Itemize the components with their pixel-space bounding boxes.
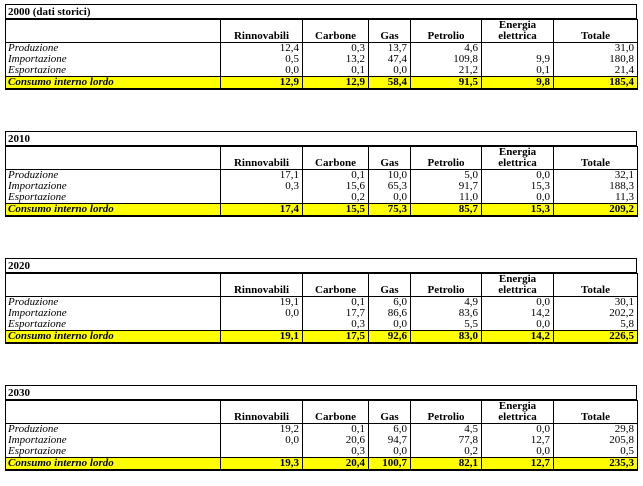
row-label: Produzione — [6, 170, 221, 182]
total-rinnovabili: 12,9 — [221, 77, 303, 90]
cell-energia-elettrica: 0,0 — [482, 170, 554, 182]
total-energia-elettrica: 14,2 — [482, 331, 554, 344]
cell-petrolio: 83,6 — [411, 308, 482, 319]
header-empty-cell — [6, 147, 221, 170]
cell-carbone: 0,3 — [303, 43, 369, 55]
cell-carbone: 20,6 — [303, 435, 369, 446]
year-block — [5, 258, 637, 344]
cell-rinnovabili — [221, 192, 303, 204]
total-row — [6, 204, 638, 217]
header-line: Energia — [498, 146, 537, 158]
total-carbone: 15,5 — [303, 204, 369, 217]
header-empty-cell — [6, 401, 221, 424]
total-label: Consumo interno lordo — [6, 458, 221, 471]
table-row — [6, 170, 638, 182]
cell-energia-elettrica: 0,0 — [482, 192, 554, 204]
cell-totale: 21,4 — [554, 65, 638, 77]
table-row — [6, 181, 638, 192]
header-rinnovabili: Rinnovabili — [221, 401, 303, 424]
cell-energia-elettrica: 0,0 — [482, 424, 554, 436]
total-petrolio: 91,5 — [411, 77, 482, 90]
cell-gas: 6,0 — [369, 297, 411, 309]
year-block — [5, 131, 637, 217]
header-gas: Gas — [369, 20, 411, 43]
total-gas: 100,7 — [369, 458, 411, 471]
cell-energia-elettrica — [482, 43, 554, 55]
total-rinnovabili: 19,1 — [221, 331, 303, 344]
year-block — [5, 4, 637, 90]
cell-rinnovabili: 0,5 — [221, 54, 303, 65]
table-row — [6, 435, 638, 446]
header-petrolio: Petrolio — [411, 147, 482, 170]
cell-gas: 0,0 — [369, 446, 411, 458]
header-row — [6, 20, 638, 43]
header-petrolio: Petrolio — [411, 274, 482, 297]
total-row — [6, 458, 638, 471]
cell-totale: 180,8 — [554, 54, 638, 65]
cell-gas: 10,0 — [369, 170, 411, 182]
cell-energia-elettrica: 12,7 — [482, 435, 554, 446]
cell-rinnovabili: 0,0 — [221, 308, 303, 319]
header-rinnovabili: Rinnovabili — [221, 20, 303, 43]
cell-petrolio: 4,5 — [411, 424, 482, 436]
header-empty-cell — [6, 274, 221, 297]
cell-carbone: 0,3 — [303, 446, 369, 458]
cell-totale: 31,0 — [554, 43, 638, 55]
cell-rinnovabili — [221, 446, 303, 458]
header-line: elettrica — [498, 411, 537, 423]
cell-carbone: 0,2 — [303, 192, 369, 204]
row-label: Esportazione — [6, 319, 221, 331]
total-petrolio: 83,0 — [411, 331, 482, 344]
cell-rinnovabili: 0,0 — [221, 65, 303, 77]
total-gas: 58,4 — [369, 77, 411, 90]
table-row — [6, 192, 638, 204]
header-carbone: Carbone — [303, 401, 369, 424]
cell-gas: 6,0 — [369, 424, 411, 436]
cell-petrolio: 4,9 — [411, 297, 482, 309]
header-line: elettrica — [498, 30, 537, 42]
total-energia-elettrica: 12,7 — [482, 458, 554, 471]
total-row — [6, 331, 638, 344]
total-totale: 185,4 — [554, 77, 638, 90]
total-label: Consumo interno lordo — [6, 331, 221, 344]
header-energia-elettrica — [482, 274, 554, 297]
total-carbone: 20,4 — [303, 458, 369, 471]
header-gas: Gas — [369, 401, 411, 424]
header-totale: Totale — [554, 401, 638, 424]
cell-carbone: 0,1 — [303, 297, 369, 309]
cell-petrolio: 109,8 — [411, 54, 482, 65]
cell-gas: 13,7 — [369, 43, 411, 55]
energy-table — [5, 146, 638, 217]
table-row — [6, 65, 638, 77]
total-gas: 75,3 — [369, 204, 411, 217]
cell-carbone: 0,1 — [303, 65, 369, 77]
cell-totale: 30,1 — [554, 297, 638, 309]
total-gas: 92,6 — [369, 331, 411, 344]
cell-totale: 11,3 — [554, 192, 638, 204]
header-totale: Totale — [554, 274, 638, 297]
total-totale: 235,3 — [554, 458, 638, 471]
year-block — [5, 385, 637, 471]
table-row — [6, 308, 638, 319]
cell-rinnovabili: 12,4 — [221, 43, 303, 55]
cell-petrolio: 5,5 — [411, 319, 482, 331]
header-totale: Totale — [554, 147, 638, 170]
header-line: Energia — [498, 273, 537, 285]
cell-gas: 0,0 — [369, 319, 411, 331]
header-line: elettrica — [498, 284, 537, 296]
cell-carbone: 15,6 — [303, 181, 369, 192]
header-line: Energia — [498, 400, 537, 412]
cell-gas: 0,0 — [369, 65, 411, 77]
header-row — [6, 147, 638, 170]
cell-energia-elettrica: 0,0 — [482, 446, 554, 458]
total-energia-elettrica: 9,8 — [482, 77, 554, 90]
cell-petrolio: 21,2 — [411, 65, 482, 77]
table-row — [6, 319, 638, 331]
block-title: 2020 — [5, 258, 637, 273]
total-label: Consumo interno lordo — [6, 77, 221, 90]
header-petrolio: Petrolio — [411, 401, 482, 424]
header-energia-elettrica — [482, 147, 554, 170]
table-row — [6, 446, 638, 458]
header-energia-elettrica — [482, 401, 554, 424]
cell-carbone: 0,1 — [303, 170, 369, 182]
row-label: Importazione — [6, 181, 221, 192]
cell-petrolio: 11,0 — [411, 192, 482, 204]
cell-gas: 94,7 — [369, 435, 411, 446]
cell-gas: 0,0 — [369, 192, 411, 204]
cell-totale: 5,8 — [554, 319, 638, 331]
header-line: Energia — [498, 19, 537, 31]
cell-gas: 65,3 — [369, 181, 411, 192]
header-carbone: Carbone — [303, 20, 369, 43]
cell-totale: 188,3 — [554, 181, 638, 192]
table-row — [6, 54, 638, 65]
total-petrolio: 82,1 — [411, 458, 482, 471]
row-label: Esportazione — [6, 446, 221, 458]
energy-table — [5, 273, 638, 344]
header-row — [6, 401, 638, 424]
cell-rinnovabili: 0,3 — [221, 181, 303, 192]
header-totale: Totale — [554, 20, 638, 43]
cell-rinnovabili: 0,0 — [221, 435, 303, 446]
cell-gas: 47,4 — [369, 54, 411, 65]
row-label: Importazione — [6, 54, 221, 65]
row-label: Importazione — [6, 435, 221, 446]
header-carbone: Carbone — [303, 147, 369, 170]
header-carbone: Carbone — [303, 274, 369, 297]
cell-petrolio: 77,8 — [411, 435, 482, 446]
table-row — [6, 43, 638, 55]
header-rinnovabili: Rinnovabili — [221, 147, 303, 170]
energy-table — [5, 19, 638, 90]
cell-carbone: 17,7 — [303, 308, 369, 319]
cell-totale: 29,8 — [554, 424, 638, 436]
header-rinnovabili: Rinnovabili — [221, 274, 303, 297]
block-title: 2000 (dati storici) — [5, 4, 637, 19]
row-label: Importazione — [6, 308, 221, 319]
header-gas: Gas — [369, 147, 411, 170]
cell-rinnovabili: 19,2 — [221, 424, 303, 436]
total-row — [6, 77, 638, 90]
table-row — [6, 297, 638, 309]
block-title: 2010 — [5, 131, 637, 146]
row-label: Produzione — [6, 43, 221, 55]
header-energia-elettrica — [482, 20, 554, 43]
cell-totale: 32,1 — [554, 170, 638, 182]
cell-carbone: 13,2 — [303, 54, 369, 65]
cell-petrolio: 91,7 — [411, 181, 482, 192]
cell-petrolio: 4,6 — [411, 43, 482, 55]
total-carbone: 17,5 — [303, 331, 369, 344]
cell-gas: 86,6 — [369, 308, 411, 319]
cell-rinnovabili — [221, 319, 303, 331]
header-gas: Gas — [369, 274, 411, 297]
energy-table — [5, 400, 638, 471]
row-label: Produzione — [6, 424, 221, 436]
cell-petrolio: 5,0 — [411, 170, 482, 182]
header-empty-cell — [6, 20, 221, 43]
cell-energia-elettrica: 14,2 — [482, 308, 554, 319]
total-rinnovabili: 19,3 — [221, 458, 303, 471]
total-label: Consumo interno lordo — [6, 204, 221, 217]
row-label: Esportazione — [6, 65, 221, 77]
row-label: Esportazione — [6, 192, 221, 204]
total-carbone: 12,9 — [303, 77, 369, 90]
cell-energia-elettrica: 15,3 — [482, 181, 554, 192]
cell-totale: 202,2 — [554, 308, 638, 319]
cell-rinnovabili: 19,1 — [221, 297, 303, 309]
row-label: Produzione — [6, 297, 221, 309]
header-row — [6, 274, 638, 297]
cell-energia-elettrica: 0,0 — [482, 297, 554, 309]
total-totale: 226,5 — [554, 331, 638, 344]
total-petrolio: 85,7 — [411, 204, 482, 217]
cell-totale: 205,8 — [554, 435, 638, 446]
cell-energia-elettrica: 0,0 — [482, 319, 554, 331]
cell-energia-elettrica: 0,1 — [482, 65, 554, 77]
total-energia-elettrica: 15,3 — [482, 204, 554, 217]
table-row — [6, 424, 638, 436]
cell-energia-elettrica: 9,9 — [482, 54, 554, 65]
total-rinnovabili: 17,4 — [221, 204, 303, 217]
header-petrolio: Petrolio — [411, 20, 482, 43]
cell-carbone: 0,3 — [303, 319, 369, 331]
cell-petrolio: 0,2 — [411, 446, 482, 458]
block-title: 2030 — [5, 385, 637, 400]
cell-totale: 0,5 — [554, 446, 638, 458]
cell-carbone: 0,1 — [303, 424, 369, 436]
header-line: elettrica — [498, 157, 537, 169]
cell-rinnovabili: 17,1 — [221, 170, 303, 182]
total-totale: 209,2 — [554, 204, 638, 217]
